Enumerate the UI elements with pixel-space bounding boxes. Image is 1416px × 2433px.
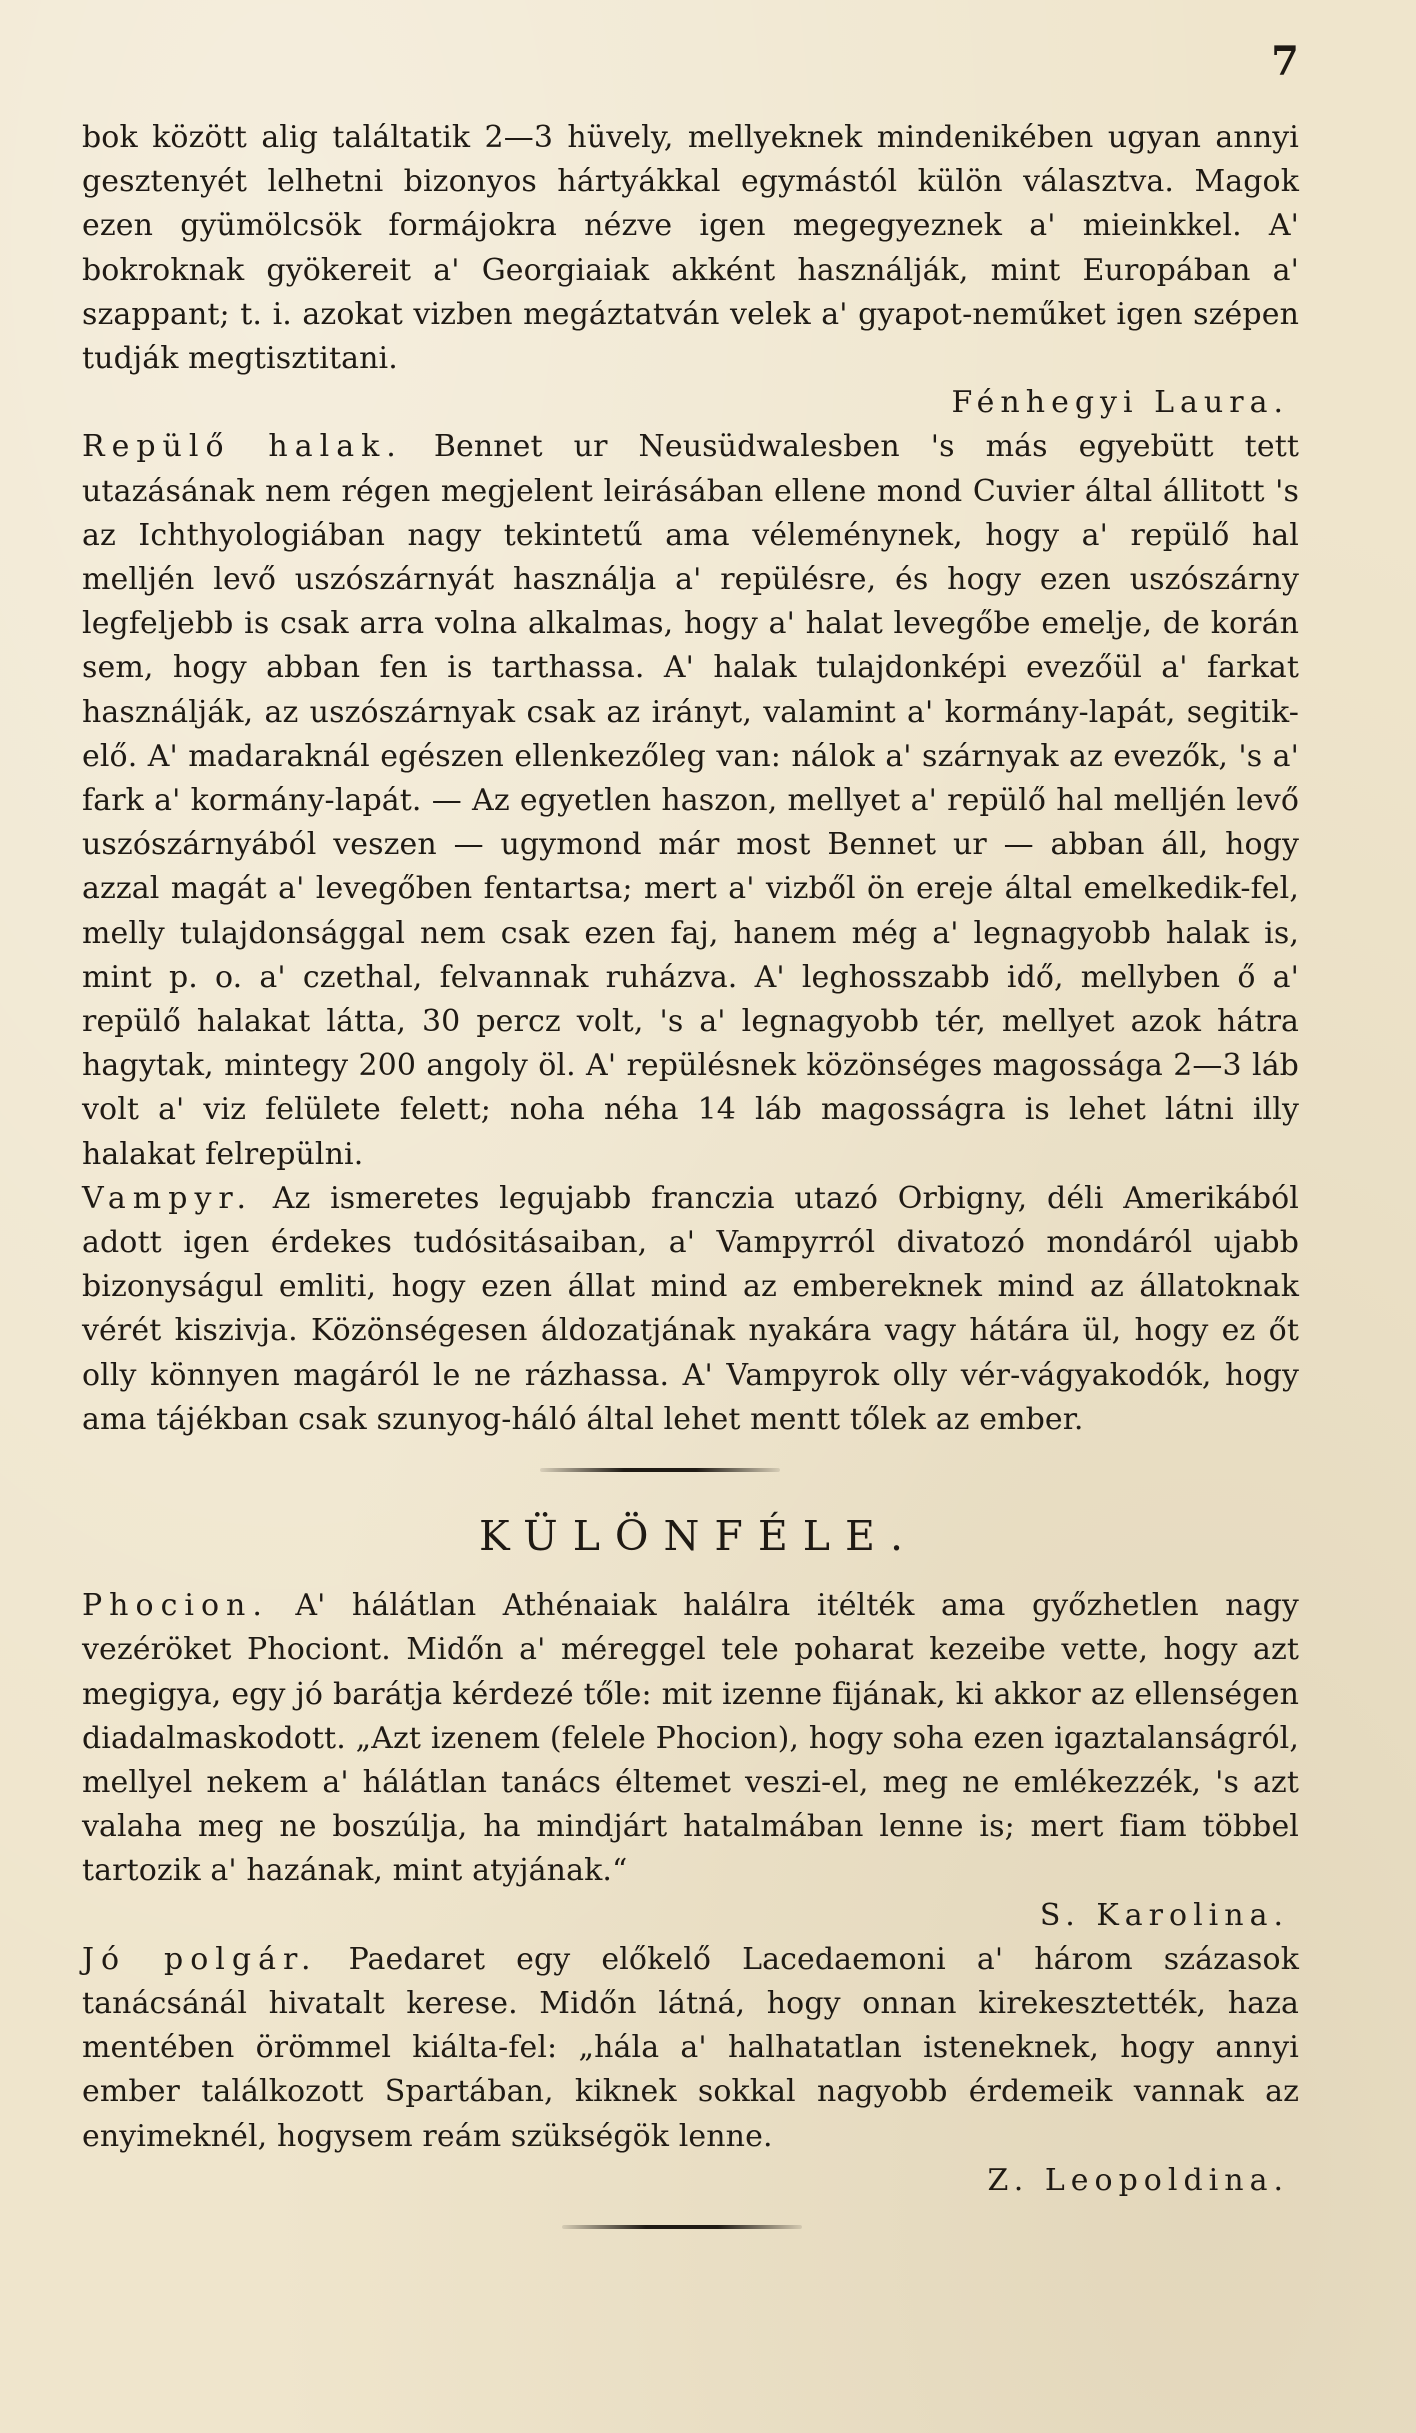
intro-paragraph: bok között alig találtatik 2—3 hüvely, mellyeknek mindenikében ugyan annyi gesztenyét lelhetni bizonyos hártyákkal egymástól külön választva. Magok ezen gyümölcsök formájokra nézve igen megegyeznek a' mieinkkel. A' bokroknak gyökereit a' Georgiaiak akként használják, mint Europában a' szappant; t. i. azokat vizben megáztatván velek a' gyapot-neműket igen szépen tudják megtisztitani. bbox=[82, 120, 1299, 377]
article-body: Az ismeretes legujabb franczia utazó Orbigny, déli Amerikából adott igen érdekes tudósitásaiban, a' Vampyrról divatozó mondáról ujabb bizonyságul emliti, hogy ezen állat mind az embereknek mind az állatoknak vérét kiszivja. Közönségesen áldozatjának nyakára vagy hátára ül, hogy ez őt olly könnyen magáról le ne rázhassa. A' Vampyrok olly vér-vágyakodók, hogy ama tájékban csak szunyog-háló által lehet mentt tőlek az ember. bbox=[82, 1180, 1299, 1437]
signature-s-karolina: S. Karolina. bbox=[1039, 1897, 1289, 1933]
section-divider bbox=[82, 1442, 1299, 1510]
article-jo-polgar bbox=[82, 1938, 1299, 2159]
section-title-kulonfele: KÜLÖNFÉLE. bbox=[478, 1512, 918, 1561]
divider-rule bbox=[540, 1468, 780, 1472]
article-phocion bbox=[82, 1584, 1299, 1893]
closing-rule bbox=[562, 2225, 802, 2229]
signature-fenhegyi-laura: Fénhegyi Laura. bbox=[951, 385, 1289, 421]
article-heading: Repülő halak. bbox=[82, 429, 403, 465]
article-heading: Jó polgár. bbox=[82, 1941, 318, 1977]
page-content bbox=[82, 116, 1299, 2229]
article-body: Paedaret egy előkelő Lacedaemoni a' három százasok tanácsánál hivatalt kerese. Midőn látná, hogy onnan kirekesztették, haza mentében örömmel kiálta-fel: „hála a' halhatatlan isteneknek, hogy annyi ember találkozott Spartában, kiknek sokkal nagyobb érdemeik vannak az enyimeknél, hogysem reám szükségök lenne. bbox=[82, 1941, 1299, 2154]
article-vampyr bbox=[82, 1177, 1299, 1442]
signature-z-leopoldina: Z. Leopoldina. bbox=[987, 2162, 1289, 2198]
page-number: 7 bbox=[1271, 38, 1299, 85]
article-body: Bennet ur Neusüdwalesben 's más egyebütt tett utazásának nem régen megjelent leirásában ellene mond Cuvier által állitott 's az Ichthyologiában nagy tekintetű ama véleménynek, hogy a' repülő hal melljén levő uszószárnyát használja a' repülésre, és hogy ezen uszószárny legfeljebb is csak arra volna alkalmas, hogy a' halat levegőbe emelje, de korán sem, hogy abban fen is tarthassa. A' halak tulajdonképi evezőül a' farkat használják, az uszószárnyak csak az irányt, valamint a' kormány-lapát, segitik-elő. A' madaraknál egészen ellenkezőleg van: nálok a' szárnyak az evezők, 's a' fark a' kormány-lapát. — Az egyetlen haszon, mellyet a' repülő hal melljén levő uszószárnyából veszen — ugymond már most Bennet ur — abban áll, hogy azzal magát a' levegőben fentartsa; mert a' vizből ön ereje által emelkedik-fel, melly tulajdonsággal nem csak ezen faj, hanem még a' legnagyobb halak is, mint p. o. a' czethal, felvannak ruházva. A' leghosszabb idő, mellyben ő a' repülő halakat látta, 30 percz volt, 's a' legnagyobb tér, mellyet azok hátra hagytak, mintegy 200 angoly öl. A' repülésnek közönséges magossága 2—3 láb volt a' viz felülete felett; noha néha 14 láb magosságra is lehet látni illy halakat felrepülni. bbox=[82, 429, 1300, 1172]
article-heading: Vampyr. bbox=[82, 1180, 253, 1216]
article-repulo-halak bbox=[82, 425, 1299, 1176]
article-heading: Phocion. bbox=[82, 1588, 269, 1624]
article-body: A' hálátlan Athénaiak halálra itélték ama győzhetlen nagy vezéröket Phociont. Midőn a' méreggel tele poharat kezeibe vette, hogy azt megigya, egy jó barátja kérdezé tőle: mit izenne fijának, ki akkor az ellenségen diadalmaskodott. „Azt izenem (felele Phocion), hogy soha ezen igaztalanságról, mellyel nekem a' hálátlan tanács éltemet veszi-el, meg ne emlékezzék, 's azt valaha meg ne boszúlja, ha mindjárt hatalmában lenne is; mert fiam többel tartozik a' hazának, mint atyjának.“ bbox=[82, 1588, 1299, 1889]
